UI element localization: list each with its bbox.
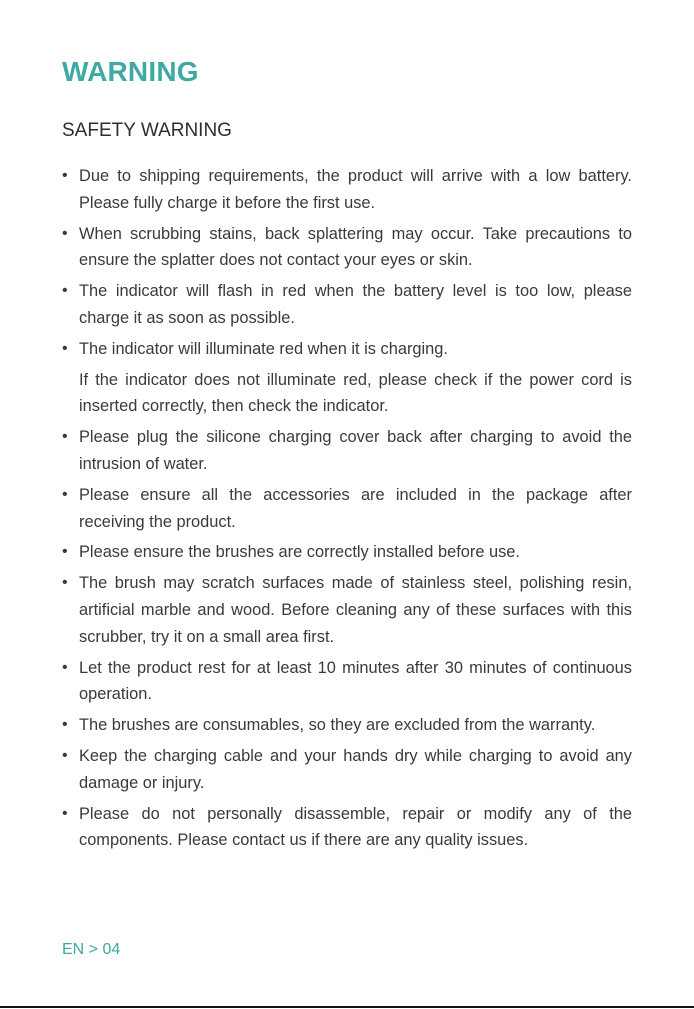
- page-edge-divider: [0, 1006, 694, 1008]
- warning-item: [62, 424, 632, 478]
- warning-text: Due to shipping requirements, the product will arrive with a low battery. Please fully charge it before the first use.: [79, 167, 632, 212]
- warning-item: [62, 712, 632, 739]
- bullet-icon: •: [62, 543, 68, 561]
- warning-item: [62, 482, 632, 536]
- page-number: EN > 04: [62, 941, 121, 958]
- warning-text: Keep the charging cable and your hands dry while charging to avoid any damage or injury.: [79, 746, 632, 792]
- warning-text: The indicator will illuminate red when it is charging.: [79, 339, 448, 358]
- bullet-icon: •: [62, 485, 68, 503]
- warning-text: The indicator will flash in red when the battery level is too low, please charge it as soon as possible.: [79, 282, 632, 327]
- bullet-icon: •: [62, 224, 68, 242]
- warning-item: [62, 570, 632, 650]
- warning-text: Let the product rest for at least 10 minutes after 30 minutes of continuous operation.: [79, 658, 632, 704]
- warning-list: [62, 163, 632, 858]
- bullet-icon: •: [62, 716, 68, 734]
- warning-text: Please ensure the brushes are correctly installed before use.: [79, 543, 520, 562]
- warning-item: [62, 336, 632, 420]
- bullet-icon: •: [62, 428, 68, 446]
- warning-text: Please do not personally disassemble, repair or modify any of the components. Please contact us if there are any quality issues.: [79, 804, 632, 850]
- warning-text: The brush may scratch surfaces made of stainless steel, polishing resin, artificial marble and wood. Before cleaning any of these surfaces with this scrubber, try it on a small area first.: [79, 574, 632, 646]
- page-title: WARNING: [62, 56, 199, 87]
- warning-text: When scrubbing stains, back splattering may occur. Take precautions to ensure the splatter does not contact your eyes or skin.: [79, 224, 632, 270]
- warning-item: [62, 539, 632, 566]
- bullet-icon: •: [62, 658, 68, 676]
- warning-text: Please plug the silicone charging cover back after charging to avoid the intrusion of water.: [79, 428, 632, 473]
- warning-item: [62, 221, 632, 275]
- warning-subtext: If the indicator does not illuminate red, please check if the power cord is inserted correctly, then check the indicator.: [79, 370, 632, 416]
- warning-item: [62, 801, 632, 855]
- warning-item: [62, 743, 632, 797]
- warning-text: Please ensure all the accessories are included in the package after receiving the product.: [79, 485, 632, 531]
- bullet-icon: •: [62, 804, 68, 822]
- warning-text: The brushes are consumables, so they are excluded from the warranty.: [79, 716, 596, 735]
- bullet-icon: •: [62, 339, 68, 357]
- warning-item: [62, 163, 632, 217]
- bullet-icon: •: [62, 746, 68, 764]
- warning-item: [62, 278, 632, 332]
- section-title: SAFETY WARNING: [62, 120, 232, 141]
- bullet-icon: •: [62, 167, 68, 184]
- bullet-icon: •: [62, 282, 68, 300]
- bullet-icon: •: [62, 574, 68, 592]
- warning-item: [62, 655, 632, 709]
